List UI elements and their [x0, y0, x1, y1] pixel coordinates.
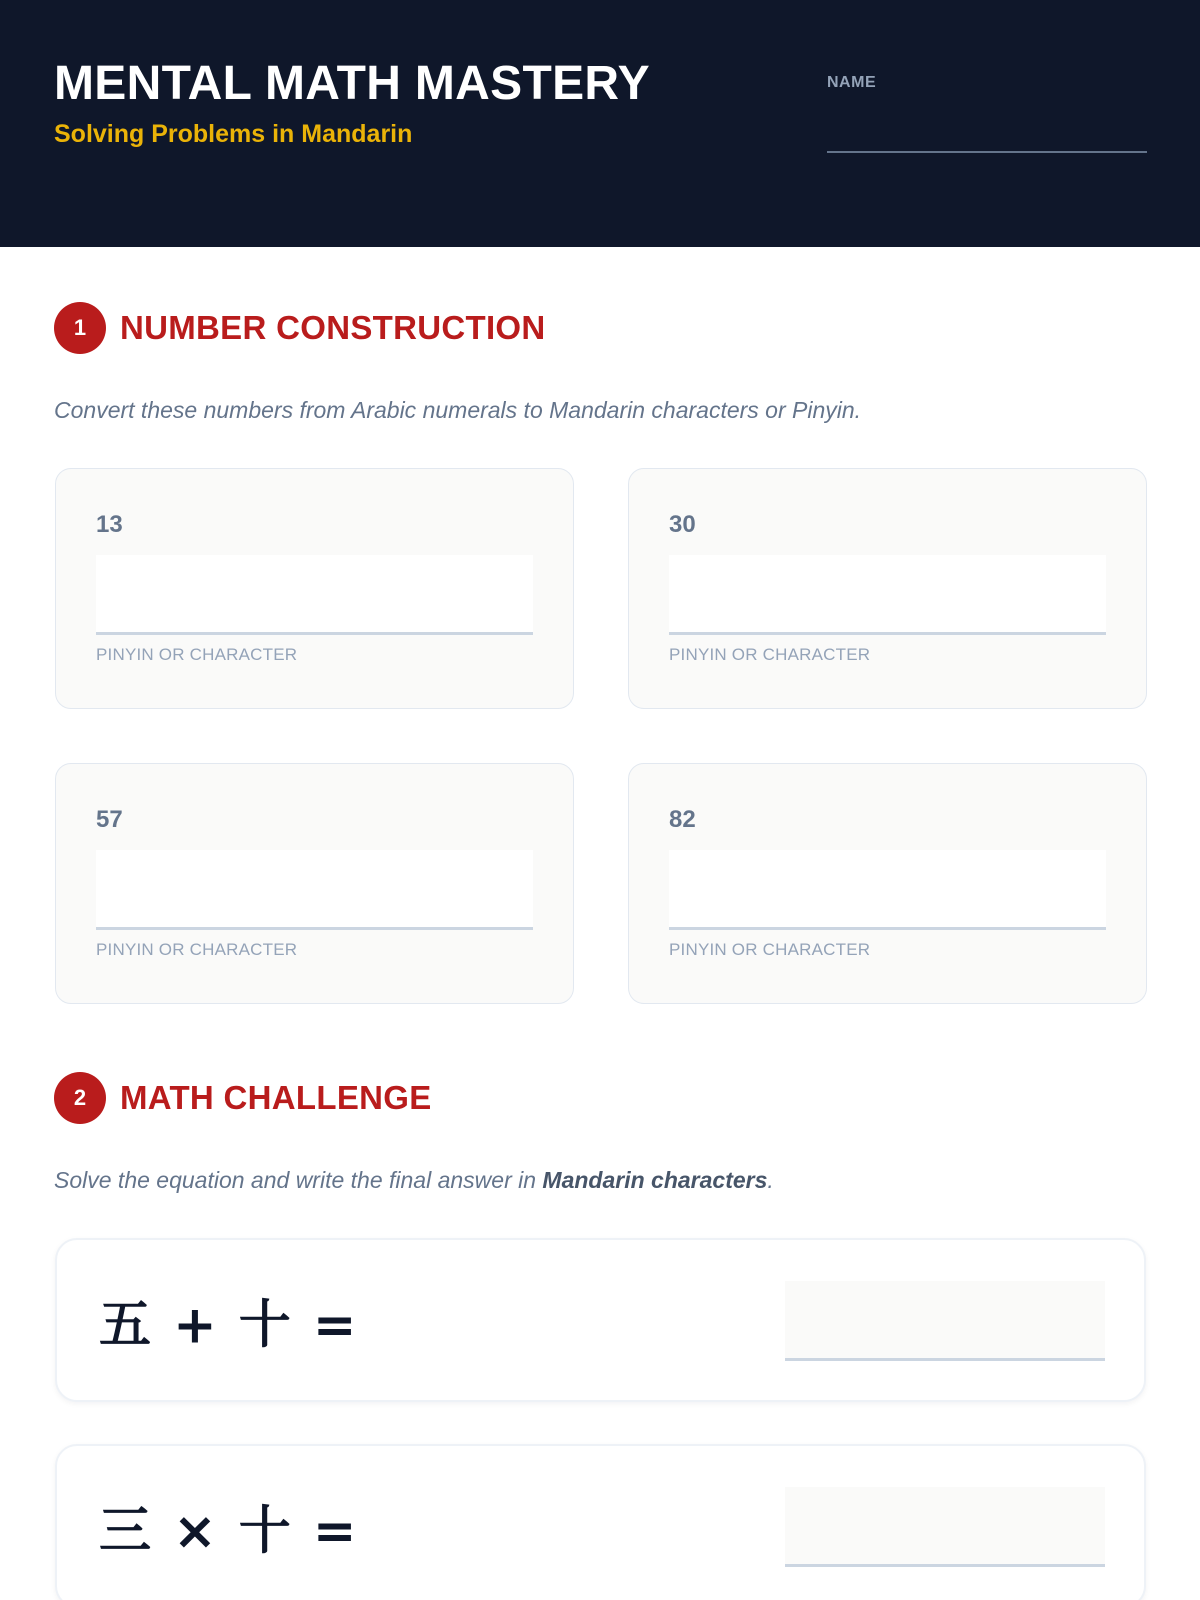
section-2-heading	[54, 1071, 432, 1125]
number-card-4	[628, 763, 1147, 1004]
answer-hint: PINYIN OR CHARACTER	[96, 940, 298, 959]
answer-hint: PINYIN OR CHARACTER	[669, 940, 871, 959]
number-answer-input-1[interactable]	[96, 555, 533, 635]
section-2-title: MATH CHALLENGE	[120, 1079, 432, 1116]
number-card-2	[628, 468, 1147, 709]
answer-hint: PINYIN OR CHARACTER	[669, 645, 871, 664]
worksheet-title: MENTAL MATH MASTERY	[54, 57, 650, 110]
header-banner	[0, 0, 1200, 247]
math-answer-input-2[interactable]	[785, 1487, 1105, 1567]
number-prompt: 30	[669, 511, 696, 538]
answer-hint: PINYIN OR CHARACTER	[96, 645, 298, 664]
section-2-instruction	[54, 1167, 774, 1194]
math-answer-input-1[interactable]	[785, 1281, 1105, 1361]
instruction-end: .	[767, 1167, 774, 1193]
instruction-emphasis: Mandarin characters	[542, 1167, 768, 1193]
equation: 三 × 十 =	[99, 1501, 359, 1562]
number-card-3	[55, 763, 574, 1004]
instruction-text: Solve the equation and write the final answer in	[54, 1167, 543, 1193]
math-problem-card-2	[55, 1444, 1146, 1600]
section-1-instruction: Convert these numbers from Arabic numerals to Mandarin characters or Pinyin.	[54, 397, 862, 423]
section-2-number-badge: 2	[54, 1072, 106, 1124]
worksheet-subtitle: Solving Problems in Mandarin	[54, 120, 413, 148]
math-problem-card-1	[55, 1238, 1146, 1402]
number-card-1	[55, 468, 574, 709]
name-input[interactable]	[827, 100, 1147, 153]
number-prompt: 13	[96, 511, 123, 538]
equation: 五 + 十 =	[99, 1295, 359, 1356]
name-label: NAME	[827, 74, 877, 91]
number-prompt: 57	[96, 806, 123, 833]
number-answer-input-2[interactable]	[669, 555, 1106, 635]
number-prompt: 82	[669, 806, 696, 833]
section-1-number-badge: 1	[54, 302, 106, 354]
number-answer-input-4[interactable]	[669, 850, 1106, 930]
section-1-heading	[54, 301, 546, 355]
number-answer-input-3[interactable]	[96, 850, 533, 930]
section-1-title: NUMBER CONSTRUCTION	[120, 309, 546, 346]
